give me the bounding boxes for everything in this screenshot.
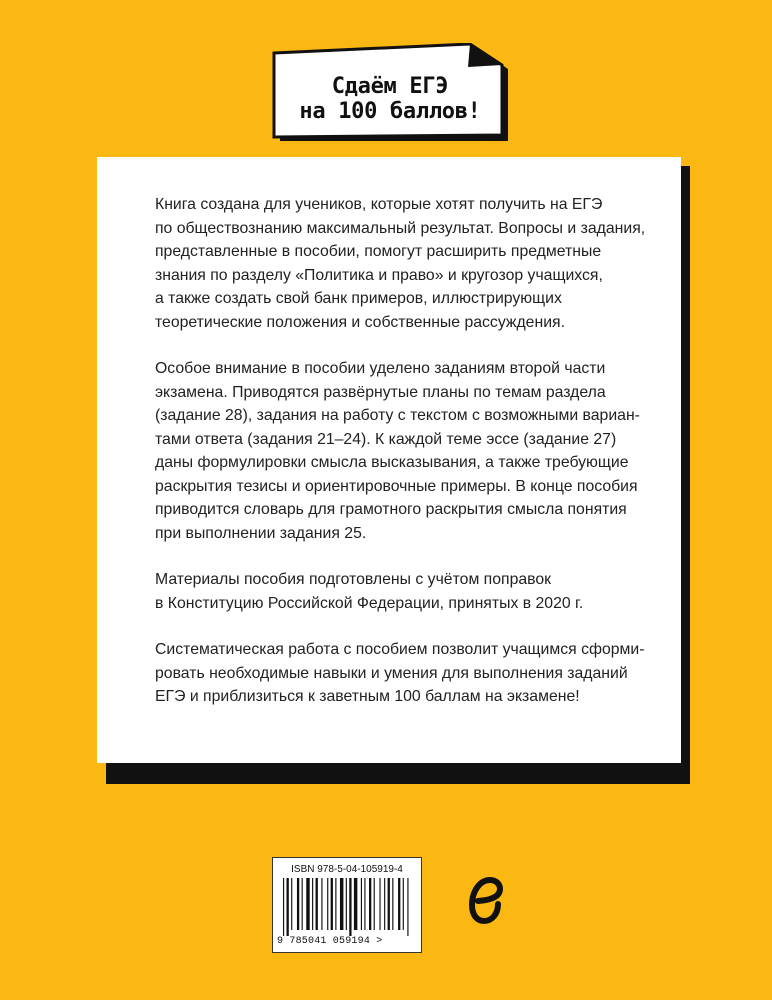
description-paragraph bbox=[155, 638, 645, 709]
text-line: приводится словарь для грамотного раскрытия смысла понятия bbox=[155, 501, 627, 518]
description-paragraph bbox=[155, 193, 646, 334]
title-badge bbox=[272, 43, 512, 147]
text-line: по обществознанию максимальный результат. Вопросы и задания, bbox=[155, 219, 646, 237]
badge-text bbox=[272, 74, 508, 124]
text-line: ЕГЭ и приблизиться к заветным 100 баллам на экзамене! bbox=[155, 688, 580, 705]
barcode bbox=[272, 857, 422, 953]
text-line: при выполнении задания 25. bbox=[155, 524, 367, 542]
text-line: представленные в пособии, помогут расширить предметные bbox=[155, 243, 602, 260]
text-line: Материалы пособия подготовлены с учётом поправок bbox=[155, 571, 552, 588]
badge-line-2: на 100 баллов! bbox=[299, 99, 481, 124]
eksmo-logo-icon bbox=[468, 874, 504, 930]
text-line: (задание 28), задания на работу с текстом с возможными вариан- bbox=[155, 407, 640, 424]
text-line: Систематическая работа с пособием позволит учащимся сформи- bbox=[155, 641, 645, 658]
text-line: Книга создана для учеников, которые хотят получить на ЕГЭ bbox=[155, 196, 603, 213]
barcode-digits: 9 785041 059194 > bbox=[277, 936, 383, 947]
text-line: раскрытия тезисы и ориентировочные примеры. В конце пособия bbox=[155, 477, 638, 495]
text-line: тами ответа (задания 21–24). К каждой теме эссе (задание 27) bbox=[155, 430, 617, 448]
isbn-label: ISBN 978-5-04-105919-4 bbox=[291, 864, 403, 875]
barcode-bars bbox=[281, 878, 415, 936]
text-line: Особое внимание в пособии уделено заданиям второй части bbox=[155, 360, 606, 377]
description-paragraph bbox=[155, 568, 641, 615]
text-line: а также создать свой банк примеров, иллюстрирующих bbox=[155, 290, 562, 307]
description-paragraph bbox=[155, 357, 641, 545]
text-line: теоретические положения и собственные рассуждения. bbox=[155, 313, 565, 331]
text-line: ровать необходимые навыки и умения для выполнения заданий bbox=[155, 664, 628, 682]
badge-line-1: Сдаём ЕГЭ bbox=[331, 74, 449, 99]
description-card bbox=[97, 157, 681, 763]
description-body bbox=[155, 193, 646, 709]
text-line: знания по разделу «Политика и право» и кругозор учащихся, bbox=[155, 266, 603, 284]
text-line: в Конституцию Российской Федерации, принятых в 2020 г. bbox=[155, 594, 584, 612]
text-line: экзамена. Приводятся развёрнутые планы по темам раздела bbox=[155, 383, 606, 401]
text-line: даны формулировки смысла высказывания, а также требующие bbox=[155, 454, 629, 471]
